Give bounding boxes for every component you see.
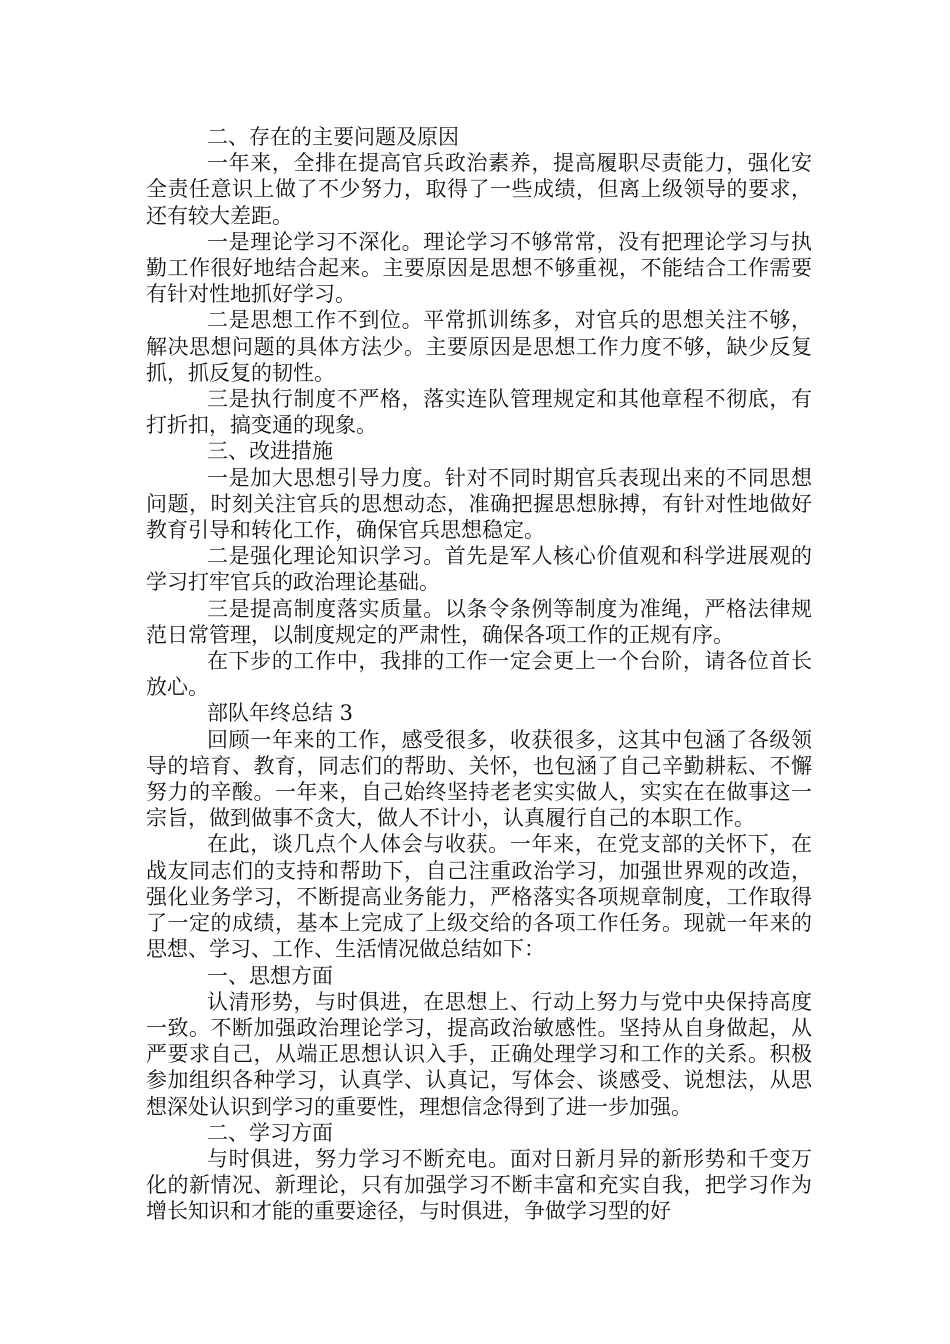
body-paragraph: 三是执行制度不严格，落实连队管理规定和其他章程不彻底，有打折扣，搞变通的现象。 [146,387,812,438]
section-heading: 二、学习方面 [207,1120,333,1145]
body-paragraph: 认清形势，与时俱进，在思想上、行动上努力与党中央保持高度一致。不断加强政治理论学习，提高政治敏感性。坚持从自身做起，从严要求自己，从端正思想认识入手，正确处理学习和工作的关系。积极参加组织各种学习，认真学、认真记，写体会、谈感受、说想法，从思想深处认识到学习的重要性，理想信念得到了进一步加强。 [146,989,812,1119]
section-heading: 一、思想方面 [207,963,333,988]
body-paragraph: 二是思想工作不到位。平常抓训练多，对官兵的思想关注不够，解决思想问题的具体方法少。主要原因是思想工作力度不够，缺少反复抓，抓反复的韧性。 [146,308,812,385]
section-heading: 三、改进措施 [207,439,333,464]
body-paragraph: 与时俱进，努力学习不断充电。面对日新月异的新形势和千变万化的新情况、新理论，只有加强学习不断丰富和充实自我，把学习作为增长知识和才能的重要途径，与时俱进，争做学习型的好 [146,1146,812,1224]
body-paragraph: 一是理论学习不深化。理论学习不够常常，没有把理论学习与执勤工作很好地结合起来。主要原因是思想不够重视，不能结合工作需要有针对性地抓好学习。 [146,229,812,307]
body-paragraph: 回顾一年来的工作，感受很多，收获很多，这其中包涵了各级领导的培育、教育，同志们的帮助、关怀，也包涵了自己辛勤耕耘、不懈努力的辛酸。一年来，自己始终坚持老老实实做人，实实在在做事这一宗旨，做到做事不贪大，做人不计小，认真履行自己的本职工作。 [146,727,812,831]
document-title: 部队年终总结 3 [207,701,354,726]
body-paragraph: 二是强化理论知识学习。首先是军人核心价值观和科学进展观的学习打牢官兵的政治理论基础。 [146,544,812,595]
body-paragraph: 三是提高制度落实质量。以条令条例等制度为准绳，严格法律规范日常管理，以制度规定的严肃性，确保各项工作的正规有序。 [146,596,812,647]
section-heading: 二、存在的主要问题及原因 [207,125,459,149]
body-paragraph: 在此，谈几点个人体会与收获。一年来，在党支部的关怀下，在战友同志们的支持和帮助下，自己注重政治学习，加强世界观的改造，强化业务学习，不断提高业务能力，严格落实各项规章制度，工作取得了一定的成绩，基本上完成了上级交给的各项工作任务。现就一年来的思想、学习、工作、生活情况做总结如下： [146,832,812,962]
document-body [146,124,812,1225]
body-paragraph: 在下步的工作中，我排的工作一定会更上一个台阶，请各位首长放心。 [146,649,812,700]
body-paragraph: 一是加大思想引导力度。针对不同时期官兵表现出来的不同思想问题，时刻关注官兵的思想动态，准确把握思想脉搏，有针对性地做好教育引导和转化工作，确保官兵思想稳定。 [146,465,812,543]
body-paragraph: 一年来，全排在提高官兵政治素养，提高履职尽责能力，强化安全责任意识上做了不少努力，取得了一些成绩，但离上级领导的要求，还有较大差距。 [146,151,812,228]
